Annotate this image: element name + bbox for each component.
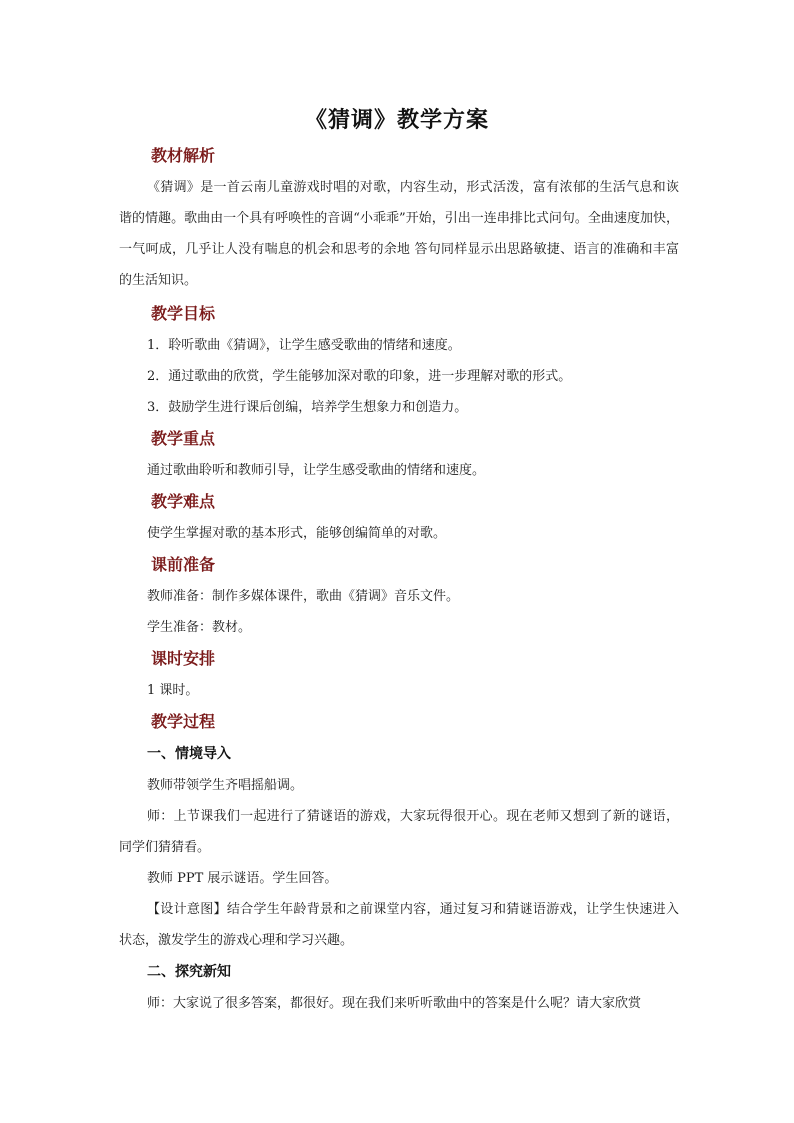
heading-analysis: 教材解析 — [151, 146, 216, 165]
goal-item: 3．鼓励学生进行课后创编，培养学生想象力和创造力。 — [147, 400, 468, 415]
analysis-paragraph: 《猜调》是一首云南儿童游戏时唱的对歌，内容生动，形式活泼，富有浓郁的生活气息和诙谐的情趣。歌曲由一个具有呼唤性的音调“小乖乖”开始，引出一连串排比式问句。全曲速度加快，一气呵成，几乎让人没有喘息的机会和思考的余地 答句同样显示出思路敏捷、语言的准确和丰富的生活知识。 — [119, 180, 679, 288]
heading-key-point: 教学重点 — [151, 429, 216, 448]
heading-schedule: 课时安排 — [151, 649, 216, 668]
process-line: 教师带领学生齐唱摇船调。 — [147, 778, 304, 793]
heading-goals: 教学目标 — [151, 304, 216, 323]
process-line: 教师 PPT 展示谜语。学生回答。 — [147, 871, 338, 886]
difficulty-text: 使学生掌握对歌的基本形式，能够创编简单的对歌。 — [147, 526, 447, 541]
heading-process: 教学过程 — [151, 712, 216, 731]
goal-item: 2．通过歌曲的欣赏，学生能够加深对歌的印象，进一步理解对歌的形式。 — [147, 369, 572, 384]
goal-item: 1．聆听歌曲《猜调》，让学生感受歌曲的情绪和速度。 — [147, 338, 461, 353]
document-body — [119, 140, 679, 1019]
key-point-text: 通过歌曲聆听和教师引导，让学生感受歌曲的情绪和速度。 — [147, 463, 486, 478]
prep-student: 学生准备：教材。 — [147, 620, 252, 635]
prep-teacher: 教师准备：制作多媒体课件，歌曲《猜调》音乐文件。 — [147, 589, 460, 604]
heading-difficulty: 教学难点 — [151, 492, 216, 511]
process-line: 师：大家说了很多答案，都很好。现在我们来听听歌曲中的答案是什么呢？请大家欣赏 — [147, 996, 642, 1011]
subheading-intro: 一、情境导入 — [147, 746, 231, 762]
schedule-text: 1 课时。 — [147, 683, 199, 698]
document-title: 《猜调》教学方案 — [304, 107, 489, 133]
heading-prep: 课前准备 — [151, 555, 216, 574]
subheading-explore: 二、探究新知 — [147, 964, 231, 980]
process-line: 师：上节课我们一起进行了猜谜语的游戏，大家玩得很开心。现在老师又想到了新的谜语，同学们猜猜看。 — [119, 809, 679, 855]
design-intent: 【设计意图】结合学生年龄背景和之前课堂内容，通过复习和猜谜语游戏，让学生快速进入状态，激发学生的游戏心理和学习兴趣。 — [119, 902, 679, 948]
